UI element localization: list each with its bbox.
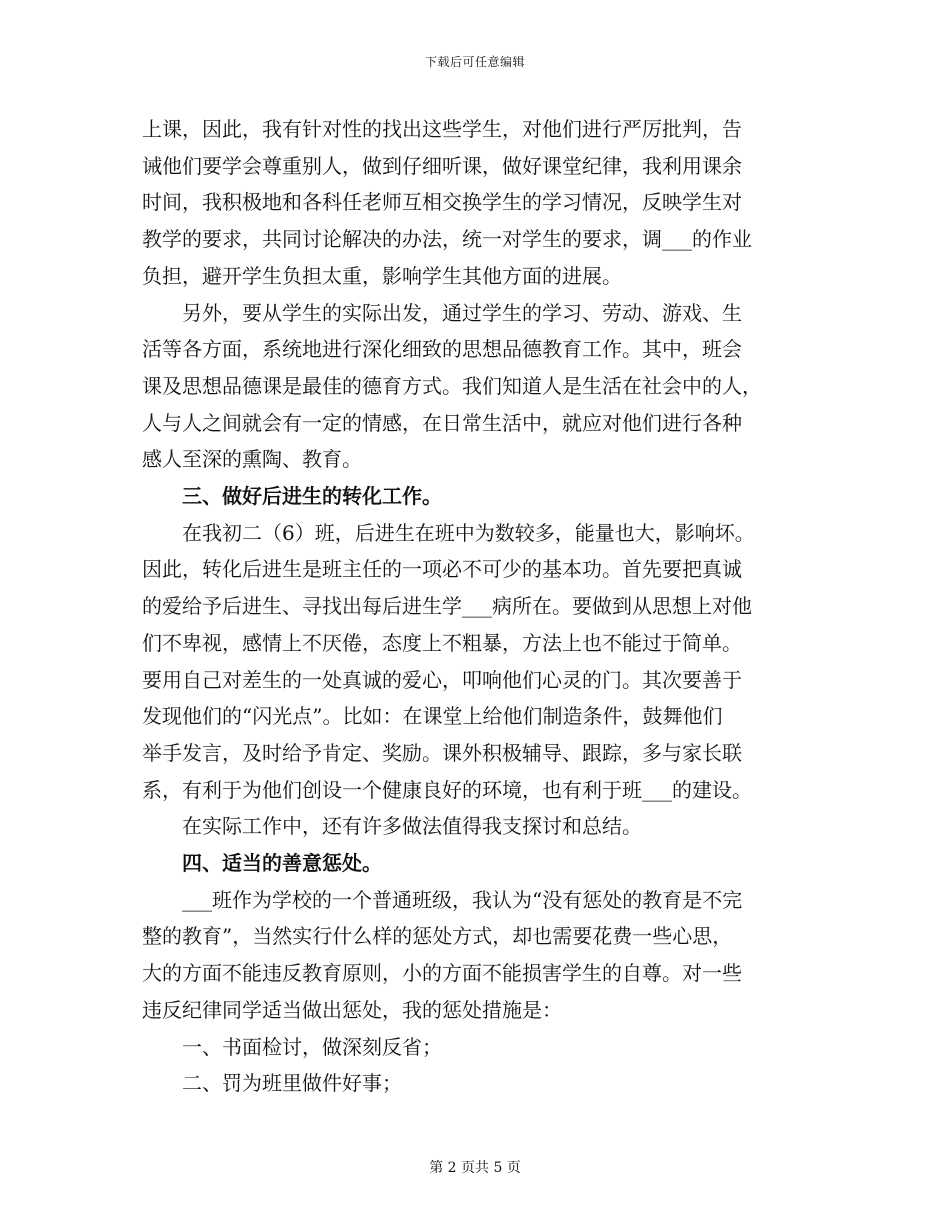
text-line: 另外，要从学生的实际出发，通过学生的学习、劳动、游戏、生 bbox=[182, 300, 742, 325]
paragraph-4: 在实际工作中，还有许多做法值得我支探讨和总结。 bbox=[182, 814, 642, 839]
section-heading-4: 四、适当的善意惩处。 bbox=[182, 851, 382, 876]
text-line: 举手发言，及时给予肯定、奖励。课外积极辅导、跟踪，多与家长联 bbox=[142, 740, 742, 765]
text-line: 时间，我积极地和各科任老师互相交换学生的学习情况，反映学生对 bbox=[142, 190, 742, 215]
paragraph-3 bbox=[142, 515, 822, 809]
text-line: 的爱给予后进生、寻找出每后进生学___病所在。要做到从思想上对他 bbox=[142, 594, 752, 619]
text-line: 人与人之间就会有一定的情感，在日常生活中，就应对他们进行各种 bbox=[142, 410, 742, 435]
text-line: 课及思想品德课是最佳的德育方式。我们知道人是生活在社会中的人， bbox=[142, 373, 762, 398]
list-item-1: 一、书面检讨，做深刻反省； bbox=[182, 1034, 442, 1059]
paragraph-1 bbox=[142, 111, 822, 295]
text-line: 因此，转化后进生是班主任的一项必不可少的基本功。首先要把真诚 bbox=[142, 557, 742, 582]
text-line: 教学的要求，共同讨论解决的办法，统一对学生的要求，调___的作业 bbox=[142, 227, 752, 252]
text-line: 发现他们的“闪光点”。比如：在课堂上给他们制造条件，鼓舞他们 bbox=[142, 704, 723, 729]
text-line: 在我初二（6）班，后进生在班中为数较多，能量也大，影响坏。 bbox=[182, 520, 755, 545]
section-heading-3: 三、做好后进生的转化工作。 bbox=[182, 484, 442, 509]
page-header: 下载后可任意编辑 bbox=[424, 55, 525, 69]
text-line: 违反纪律同学适当做出惩处，我的惩处措施是： bbox=[142, 997, 562, 1022]
list-item-2: 二、罚为班里做件好事； bbox=[182, 1071, 402, 1096]
text-line: 要用自己对差生的一处真诚的爱心，叩响他们心灵的门。其次要善于 bbox=[142, 667, 742, 692]
text-line: 活等各方面，系统地进行深化细致的思想品德教育工作。其中，班会 bbox=[142, 337, 742, 362]
text-line: 整的教育”，当然实行什么样的惩处方式，却也需要花费一些心思， bbox=[142, 924, 733, 949]
text-line: 系，有利于为他们创设一个健康良好的环境，也有利于班___的建设。 bbox=[142, 777, 752, 802]
text-line: 感人至深的熏陶、教育。 bbox=[142, 447, 362, 472]
paragraph-5 bbox=[142, 882, 822, 1029]
text-line: 大的方面不能违反教育原则，小的方面不能损害学生的自尊。对一些 bbox=[142, 961, 742, 986]
paragraph-2 bbox=[142, 295, 822, 479]
page-footer: 第 2 页共 5 页 bbox=[429, 1160, 521, 1176]
text-line: 负担，避开学生负担太重，影响学生其他方面的进展。 bbox=[142, 263, 622, 288]
document-body bbox=[142, 111, 822, 1102]
text-line: 们不卑视，感情上不厌倦，态度上不粗暴，方法上也不能过于简单。 bbox=[142, 630, 742, 655]
text-line: 诫他们要学会尊重别人，做到仔细听课，做好课堂纪律，我利用课余 bbox=[142, 153, 742, 178]
text-line: ___班作为学校的一个普通班级，我认为“没有惩处的教育是不完 bbox=[182, 887, 743, 912]
text-line: 上课，因此，我有针对性的找出这些学生，对他们进行严厉批判，告 bbox=[142, 117, 742, 141]
